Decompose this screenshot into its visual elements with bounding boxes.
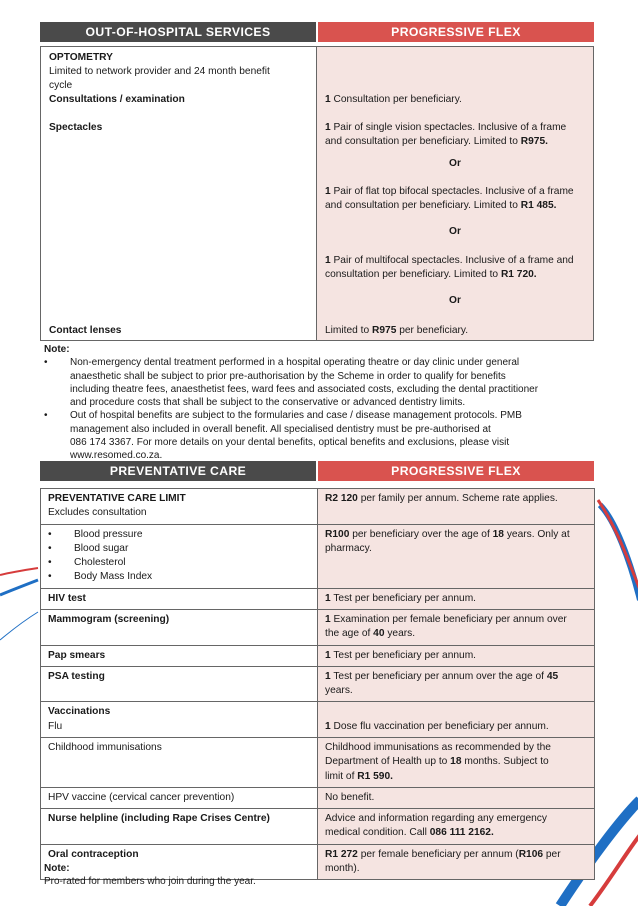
value-cell [318, 645, 595, 666]
value-line1 [325, 848, 587, 862]
value-line1 [325, 528, 587, 542]
section-header-preventative [40, 461, 594, 481]
multi-num: 1 [325, 255, 331, 266]
value-text: medical condition. Call [325, 827, 430, 839]
optometry-desc-line2: cycle [49, 80, 73, 91]
single-vision-line2 [325, 135, 585, 149]
value-line2: years. [325, 685, 353, 697]
note-item-1-line4: and procedure costs that shall be subject to the conservative or advanced dentistry limits. [70, 397, 466, 409]
section-header-out-of-hospital [40, 22, 594, 42]
value-cell [318, 809, 595, 845]
bullet-icon: • [48, 528, 52, 540]
optometry-table [40, 46, 594, 341]
value-text: per female beneficiary per annum ( [357, 848, 519, 860]
table-row [41, 588, 595, 609]
contact-pre: Limited to [325, 325, 372, 336]
red-swoosh-left [0, 568, 38, 575]
table-row [41, 645, 595, 666]
red-swoosh-right [598, 500, 638, 590]
value-cell [318, 666, 595, 702]
item-text: Body Mass Index [74, 571, 153, 583]
value-text: Examination per female beneficiary per annum over [330, 613, 567, 625]
value-cell [318, 524, 595, 588]
value-bold: 1 [325, 720, 331, 732]
consultations-label: Consultations / examination [49, 94, 185, 105]
bifocal-line1 [325, 185, 585, 199]
label-cell: HPV vaccine (cervical cancer prevention) [41, 787, 318, 808]
table-row [41, 787, 595, 808]
value-line1: Advice and information regarding any emergency [325, 813, 547, 825]
contact-post: per beneficiary. [396, 325, 469, 336]
consultation-benefit [325, 93, 585, 107]
red-swoosh-bottom [590, 835, 638, 906]
thin-swoosh-left [0, 612, 38, 640]
or-separator-1: Or [449, 158, 461, 169]
label-cell: HIV test [41, 588, 318, 609]
note-title: Note: [44, 344, 70, 355]
list-item [48, 528, 310, 542]
note-item-2 [44, 409, 594, 462]
consult-num: 1 [325, 94, 331, 105]
item-text: Cholesterol [74, 557, 126, 569]
bifocal-line2 [325, 199, 585, 213]
value-text: limit of [325, 770, 358, 782]
optometry-left-cell [41, 47, 317, 340]
label-cell: PSA testing [41, 666, 318, 702]
note-item-2-line1: Out of hospital benefits are subject to the formularies and case / disease management protocols. PMB [70, 410, 522, 422]
label-cell [41, 702, 318, 738]
value-cell [318, 609, 595, 645]
value-bold: 45 [546, 670, 559, 682]
single-vision-line1 [325, 121, 585, 135]
value-cell [318, 489, 595, 525]
value-line2 [325, 755, 587, 769]
row-label: Vaccinations [48, 706, 111, 718]
note-text: Pro-rated for members who join during the year. [44, 876, 256, 888]
table-row [41, 489, 595, 525]
optometry-title: OPTOMETRY [49, 52, 113, 63]
multi-text-1: Pair of multifocal spectacles. Inclusive of a frame and [330, 255, 574, 266]
optometry-desc-line1: Limited to network provider and 24 month benefit [49, 66, 270, 77]
header-progressive-flex-2: PROGRESSIVE FLEX [318, 461, 594, 481]
spectacles-label: Spectacles [49, 122, 103, 133]
note-item-2-line4[interactable]: www.resomed.co.za. [70, 450, 163, 462]
value-bold: R1 272 [325, 848, 358, 860]
list-item [48, 570, 310, 584]
value-cell [318, 588, 595, 609]
header-out-of-hospital-services: OUT-OF-HOSPITAL SERVICES [40, 22, 316, 42]
bifocal-text-1: Pair of flat top bifocal spectacles. Inclusive of a frame [330, 186, 574, 197]
blue-swoosh-left [0, 580, 38, 595]
value-cell [318, 702, 595, 738]
bifocal-num: 1 [325, 186, 331, 197]
blue-swoosh-right [600, 505, 638, 600]
multi-limit: R1 720. [500, 269, 537, 280]
single-text-2: and consultation per beneficiary. Limited to [325, 136, 521, 147]
bullet-icon: • [44, 357, 48, 369]
header-progressive-flex: PROGRESSIVE FLEX [318, 22, 594, 42]
value-text: Department of Health up to [325, 756, 451, 768]
bullet-icon: • [44, 410, 48, 422]
note-title: Note: [44, 863, 70, 874]
bifocal-limit: R1 485. [520, 200, 557, 211]
table-row [41, 809, 595, 845]
optometry-right-cell [317, 47, 593, 340]
bifocal-text-2: and consultation per beneficiary. Limited to [325, 200, 521, 211]
value-text: Test per beneficiary per annum. [330, 649, 477, 661]
value-text: years. [384, 628, 416, 640]
note-item-2-line2: management also included in overall benefit. All specialised dentistry must be pre-authorised at [70, 423, 491, 435]
consult-text: Consultation per beneficiary. [330, 94, 462, 105]
note-item-1-line1: Non-emergency dental treatment performed in a hospital operating theatre or day clinic under general [70, 357, 520, 369]
contact-lenses-benefit [325, 324, 585, 338]
value-bold: 18 [450, 756, 462, 768]
value-bold: 086 111 2162. [429, 827, 494, 839]
preventative-care-table [40, 488, 595, 880]
value-line3 [325, 770, 587, 784]
row-sub: Flu [48, 720, 63, 732]
item-text: Blood pressure [74, 528, 143, 540]
note-item-1-line2: anaesthetic shall be subject to prior pre-authorisation by the Scheme in order to qualify for benefits [70, 370, 506, 382]
value-bold: R1 590. [357, 770, 393, 782]
value-bold: R106 [518, 848, 544, 860]
contact-lenses-label: Contact lenses [49, 325, 122, 336]
multi-text-2: consultation per beneficiary. Limited to [325, 269, 501, 280]
value-text: months. Subject to [461, 756, 549, 768]
label-cell: Mammogram (screening) [41, 609, 318, 645]
value-line2 [325, 826, 587, 840]
value-line2: month). [325, 862, 360, 874]
table-row [41, 609, 595, 645]
multifocal-line1 [325, 254, 585, 268]
or-separator-3: Or [449, 295, 461, 306]
value-bold: R2 120 [325, 493, 358, 504]
value-bold: 18 [492, 528, 504, 540]
list-item [48, 542, 310, 556]
note-dental-optical [44, 343, 594, 463]
multifocal-line2 [325, 268, 585, 282]
contact-limit: R975 [372, 325, 397, 336]
value-text: Test per beneficiary per annum. [330, 592, 477, 604]
label-cell: Pap smears [41, 645, 318, 666]
value-bold: 1 [325, 670, 331, 682]
value-text: the age of [325, 628, 374, 640]
bullet-icon: • [48, 542, 52, 554]
value-line2: pharmacy. [325, 542, 372, 554]
value-bold: 1 [325, 592, 331, 604]
value-text: Test per beneficiary per annum over the age of [330, 670, 547, 682]
table-row [41, 524, 595, 588]
value-line1 [325, 613, 587, 627]
header-preventative-care: PREVENTATIVE CARE [40, 461, 316, 481]
item-text: Blood sugar [74, 542, 129, 554]
label-cell [41, 524, 318, 588]
value-line2 [325, 627, 587, 641]
row-label: PREVENTATIVE CARE LIMIT [48, 493, 186, 504]
note-item-1-line3: including theatre fees, anaesthetist fees, ward fees and associated costs, excluding the dental practitioner [70, 383, 539, 395]
value-bold: 40 [373, 628, 385, 640]
list-item [48, 556, 310, 570]
single-num: 1 [325, 122, 331, 133]
label-cell [41, 489, 318, 525]
note-item-2-line3: 086 174 3367. For more details on your dental benefits, optical benefits and exclusions, please visit [70, 437, 510, 449]
value-line1 [325, 670, 587, 684]
label-cell: Childhood immunisations [41, 737, 318, 787]
note-pro-rated [44, 862, 594, 889]
value-text: per beneficiary over the age of [349, 528, 493, 540]
value-bold: 1 [325, 649, 331, 661]
table-row [41, 737, 595, 787]
bullet-icon: • [48, 571, 52, 583]
value-bold: R100 [325, 528, 350, 540]
row-sub: Excludes consultation [48, 507, 147, 519]
single-text-1: Pair of single vision spectacles. Inclusive of a frame [330, 122, 567, 133]
value-cell: No benefit. [318, 787, 595, 808]
value-text: Dose flu vaccination per beneficiary per annum. [330, 720, 549, 732]
value-cell [318, 737, 595, 787]
value-text: years. Only at [503, 528, 570, 540]
single-limit: R975. [520, 136, 548, 147]
label-cell: Oral contraception [41, 844, 318, 880]
table-row [41, 666, 595, 702]
bullet-icon: • [48, 557, 52, 569]
value-line1: Childhood immunisations as recommended by the [325, 741, 551, 753]
note-item-1 [44, 356, 594, 409]
label-cell: Nurse helpline (including Rape Crises Centre) [41, 809, 318, 845]
value-text: per family per annum. Scheme rate applies. [357, 493, 558, 504]
value-bold: 1 [325, 613, 331, 625]
table-row [41, 702, 595, 738]
or-separator-2: Or [449, 226, 461, 237]
value-text: per [543, 848, 561, 860]
